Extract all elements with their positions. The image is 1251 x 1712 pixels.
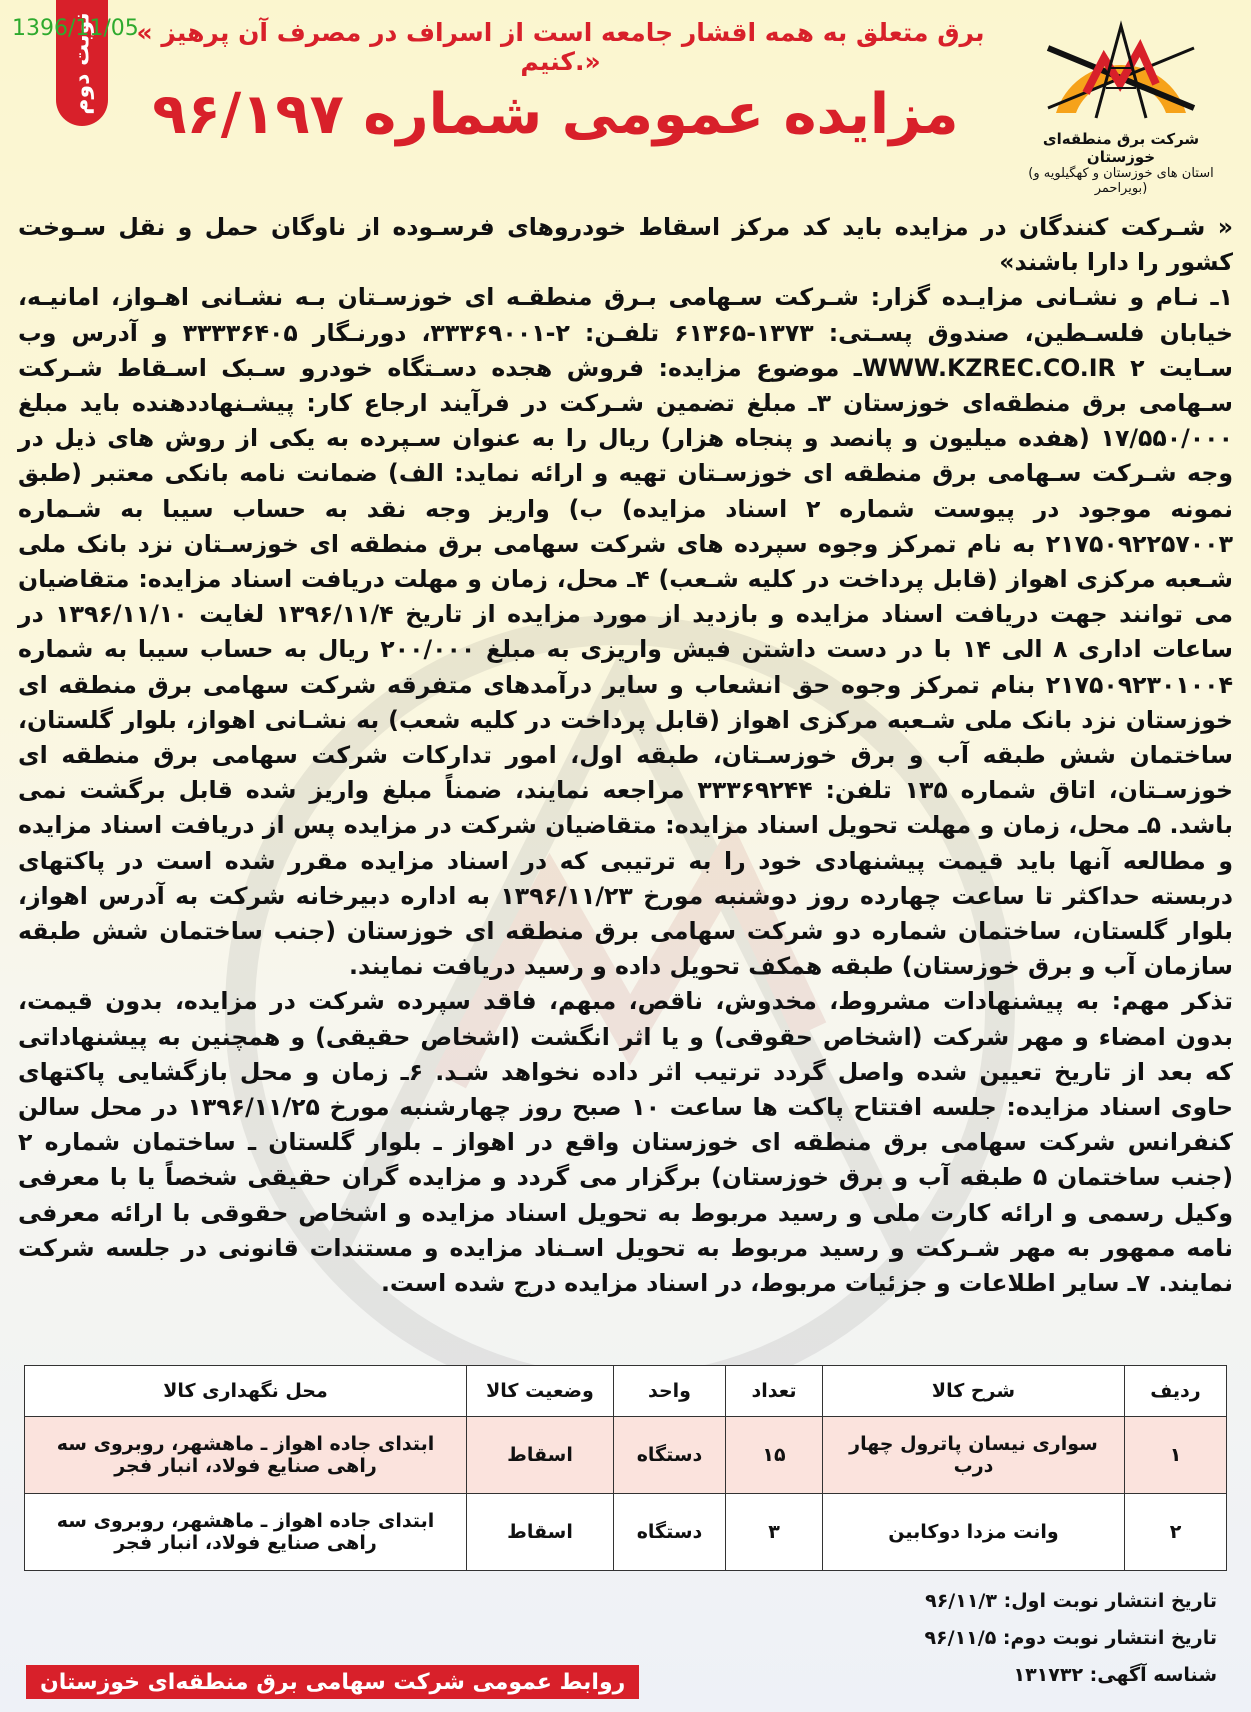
intro-paragraph: « شـرکت کنندگان در مزایده باید کد مرکز اسقاط خودروهای فرسـوده از ناوگان حمل و نقل سـوخت کشور را دارا باشند» bbox=[18, 213, 1233, 277]
slogan: « برق متعلق به همه اقشار جامعه است از اسراف در مصرف آن پرهیز کنیم.» bbox=[136, 18, 985, 76]
cell-quantity: ۱۵ bbox=[726, 1417, 823, 1494]
ad-id: شناسه آگهی: ۱۳۱۷۳۲ bbox=[1013, 1664, 1217, 1686]
table-header-row bbox=[25, 1366, 1227, 1417]
ribbon-label: نوبت دوم bbox=[69, 11, 95, 115]
ad-body bbox=[18, 210, 1233, 1301]
company-region: (استان های خوزستان و کهگیلویه و بویراحمر) bbox=[1028, 166, 1214, 196]
cell-description: وانت مزدا دوکابین bbox=[823, 1494, 1125, 1571]
cell-status: اسقاط bbox=[467, 1417, 614, 1494]
col-location: محل نگهداری کالا bbox=[25, 1366, 467, 1417]
col-unit: واحد bbox=[614, 1366, 726, 1417]
electric-tower-logo-icon bbox=[1036, 18, 1206, 128]
cell-status: اسقاط bbox=[467, 1494, 614, 1571]
cell-quantity: ۳ bbox=[726, 1494, 823, 1571]
col-row-number: ردیف bbox=[1125, 1366, 1227, 1417]
table-row bbox=[25, 1417, 1227, 1494]
cell-row-number: ۱ bbox=[1125, 1417, 1227, 1494]
col-quantity: تعداد bbox=[726, 1366, 823, 1417]
table-row bbox=[25, 1494, 1227, 1571]
items-table bbox=[24, 1365, 1227, 1571]
cell-location: ابتدای جاده اهواز ـ ماهشهر، روبروی سه راهی صنایع فولاد، انبار فجر bbox=[25, 1417, 467, 1494]
cell-unit: دستگاه bbox=[614, 1494, 726, 1571]
cell-description: سواری نیسان پاترول چهار درب bbox=[823, 1417, 1125, 1494]
first-publication-date: تاریخ انتشار نوبت اول: ۹۶/۱۱/۳ bbox=[925, 1590, 1217, 1612]
note-paragraph: تذکر مهم: به پیشنهادات مشروط، مخدوش، ناقص، مبهم، فاقد سپرده شرکت در مزایده، بدون قیمت، بدون امضاء و مهر شرکت (اشخاص حقوقی) و یا اثر انگشت (اشخاص حقیقی) و همچنین به پیشنهاداتی که بعد از تاریخ تعیین شده واصل گردد ترتیب اثر داده نخواهد شـد. ۶ـ زمان و محل بازگشایی پاکتهای حاوی اسناد مزایده: جلسه افتتاح پاکت ها ساعت ۱۰ صبح روز چهارشنبه مورخ ۱۳۹۶/۱۱/۲۵ در محل سالن کنفرانس شرکت سهامی برق منطقه ای خوزستان واقع در اهواز ـ بلوار گلستان ـ ساختمان شماره ۲ (جنب ساختمان ۵ طبقه آب و برق خوزستان) برگزار می گردد و مزایده گران حقیقی شخصاً یا با معرفی وکیل رسمی و ارائه کارت ملی و رسید مربوط به تحویل اسناد مزایده و اشخاص حقوقی با ارائه معرفی نامه ممهور به مهر شـرکت و رسید مربوط به تحویل اسـناد مزایده و مستندات قانونی در جلسه شرکت نمایند. ۷ـ سایر اطلاعات و جزئیات مربوط، در اسناد مزایده درج شده است. bbox=[18, 987, 1233, 1298]
date-stamp: 1396/11/05 bbox=[12, 16, 139, 41]
col-status: وضعیت کالا bbox=[467, 1366, 614, 1417]
cell-row-number: ۲ bbox=[1125, 1494, 1227, 1571]
page-title: مزایده عمومی شماره ۹۶/۱۹۷ bbox=[152, 82, 959, 147]
public-relations-label: روابط عمومی شرکت سهامی برق منطقه‌ای خوزستان bbox=[26, 1665, 639, 1699]
main-paragraph: ۱ـ نـام و نشـانی مزایـده گزار: شـرکت سـهامی بـرق منطقـه ای خوزسـتان بـه نشـانی اهـواز، امانیـه، خیابان فلسـطین، صندوق پسـتی: ۱۳۷۳-۶۱۳۶۵ تلفـن: ۲-۳۳۳۶۹۰۰۱، دورنـگار ۳۳۳۳۶۴۰۵ و آدرس وب سـایت WWW.KZREC.CO.IR ۲ـ موضوع مزایده: فروش هجده دسـتگاه خودرو سـبک اسـقاط شـرکت سـهامی برق منطقه‌ای خوزستان ۳ـ مبلغ تضمین شـرکت در فرآیند ارجاع کار: پیشـنهاددهنده باید مبلغ ۱۷/۵۵۰/۰۰۰ (هفده میلیون و پانصد و پنجاه هزار) ریال را به عنوان سـپرده به یکی از روش های ذیل در وجه شـرکت سـهامی برق منطقه ای خوزسـتان تهیه و ارائه نماید: الف) ضمانت نامه بانکی معتبر (طبق نمونه موجود در پیوست شماره ۲ اسناد مزایده) ب) واریز وجه نقد به حساب سیبا به شـماره ۲۱۷۵۰۹۲۲۵۷۰۰۳ به نام تمرکز وجوه سپرده های شرکت سهامی برق منطقه ای خوزسـتان نزد بانک ملی شـعبه مرکزی اهواز (قابل پرداخت در کلیه شـعب) ۴ـ محل، زمان و مهلت دریافت اسناد مزایده: متقاضیان می توانند جهت دریافت اسناد مزایده و بازدید از مورد مزایده از تاریخ ۱۳۹۶/۱۱/۴ لغایت ۱۳۹۶/۱۱/۱۰ در ساعات اداری ۸ الی ۱۴ با در دست داشتن فیش واریزی به مبلغ ۲۰۰/۰۰۰ ریال به حساب سیبا به شماره ۲۱۷۵۰۹۲۳۰۱۰۰۴ بنام تمرکز وجوه حق انشعاب و سایر درآمدهای متفرقه شرکت سهامی برق منطقه ای خوزستان نزد بانک ملی شـعبه مرکزی اهواز (قابل پرداخت در کلیه شعب) به نشـانی اهواز، بلوار گلستان، ساختمان شش طبقه آب و برق خوزسـتان، طبقه اول، امور تدارکات شرکت سهامی برق منطقه ای خوزسـتان، اتاق شماره ۱۳۵ تلفن: ۳۳۳۶۹۲۴۴ مراجعه نمایند، ضمناً مبلغ واریز شده قابل برگشت نمی باشد. ۵ـ محل، زمان و مهلت تحویل اسناد مزایده: متقاضیان شرکت در مزایده پس از دریافت اسناد مزایده و مطالعه آنها باید قیمت پیشنهادی خود را به ترتیبی که در اسناد مزایده مقرر شده است در پاکتهای دربسته حداکثر تا ساعت چهارده روز دوشنبه مورخ ۱۳۹۶/۱۱/۲۳ به اداره دبیرخانه شرکت به آدرس اهواز، بلوار گلستان، ساختمان شماره دو شرکت سهامی برق منطقه ای خوزستان (جنب ساختمان شش طبقه سازمان آب و برق خوزستان) طبقه همکف تحویل داده و رسید دریافت نمایند. bbox=[18, 283, 1234, 981]
cell-location: ابتدای جاده اهواز ـ ماهشهر، روبروی سه راهی صنایع فولاد، انبار فجر bbox=[25, 1494, 467, 1571]
cell-unit: دستگاه bbox=[614, 1417, 726, 1494]
second-publication-date: تاریخ انتشار نوبت دوم: ۹۶/۱۱/۵ bbox=[924, 1627, 1217, 1649]
company-logo bbox=[1011, 18, 1231, 196]
col-description: شرح کالا bbox=[823, 1366, 1125, 1417]
company-name: شرکت برق منطقه‌ای خوزستان bbox=[1042, 130, 1200, 166]
